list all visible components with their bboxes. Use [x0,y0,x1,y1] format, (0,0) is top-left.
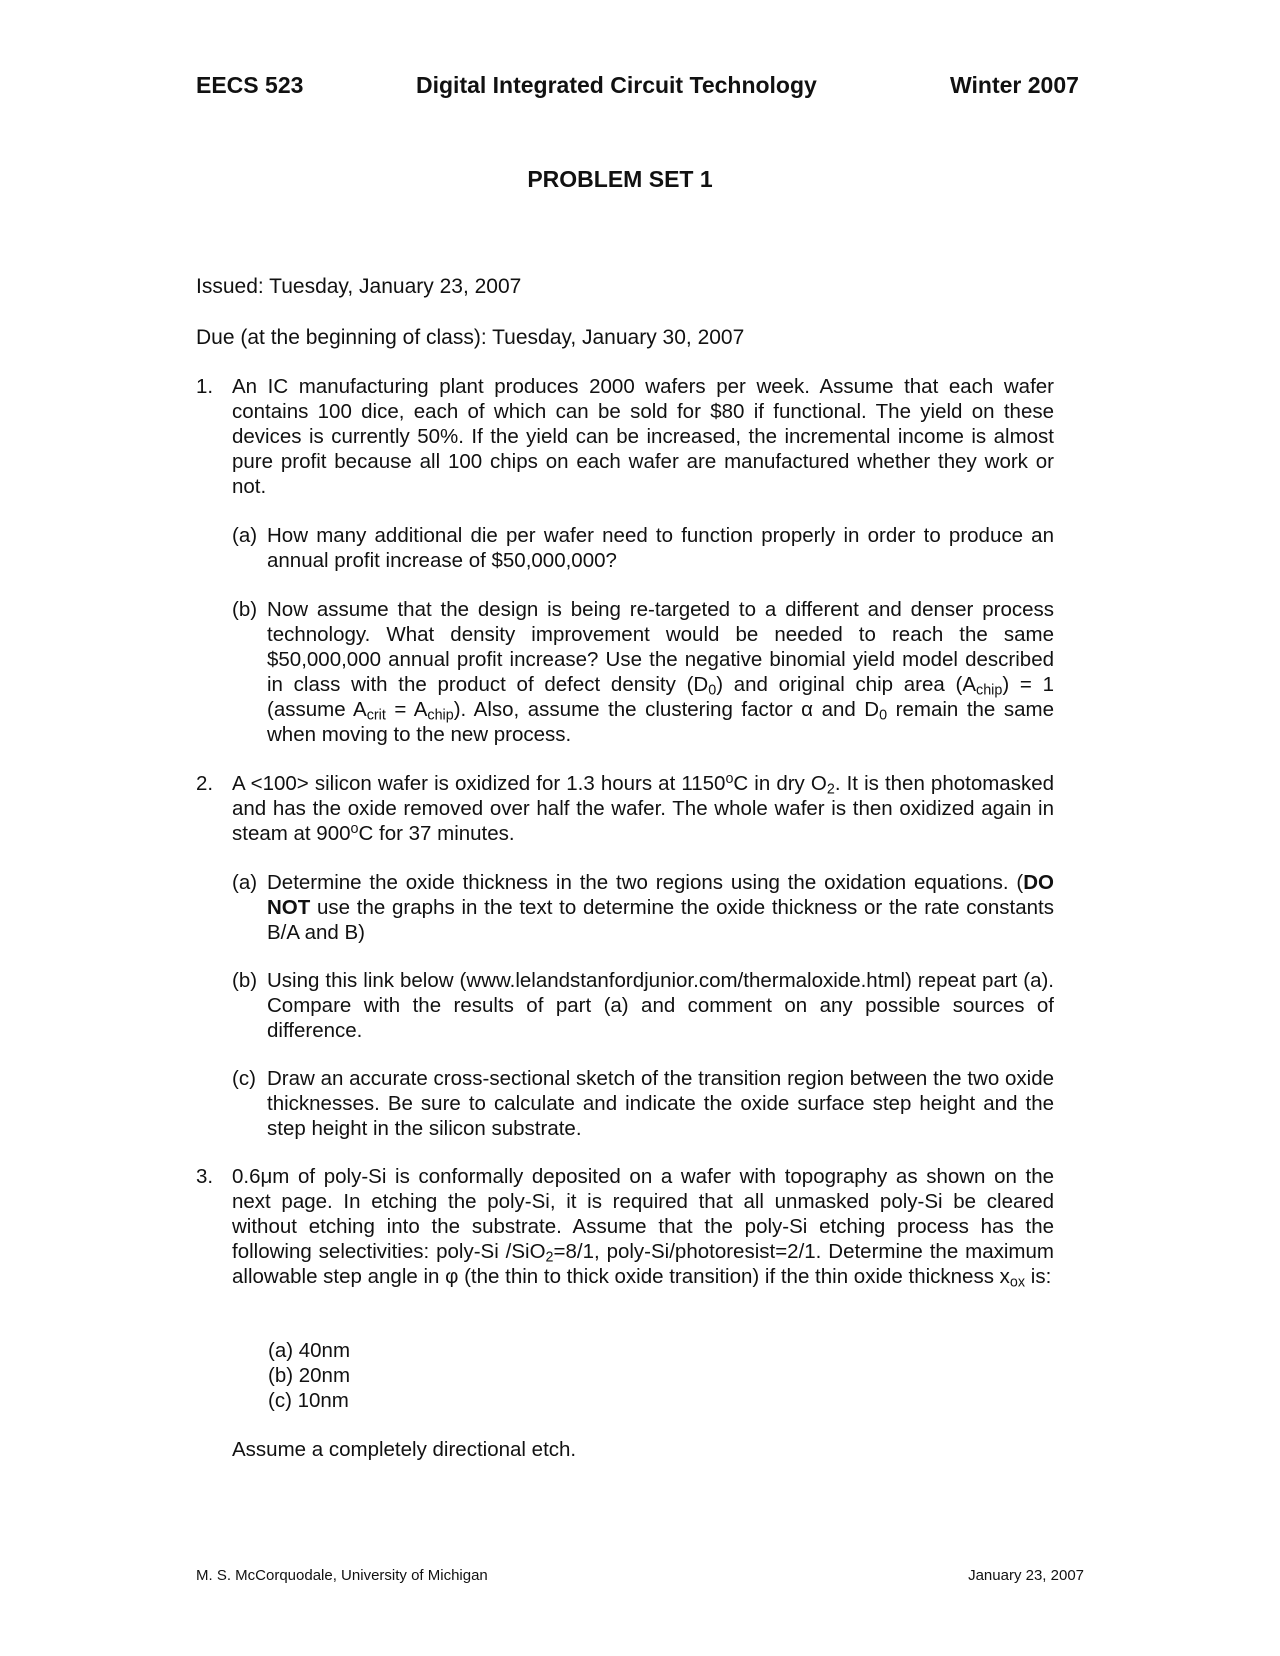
problem-3 [196,1164,1054,1289]
due-date: Due (at the beginning of class): Tuesday, January 30, 2007 [196,326,745,349]
option-c: (c) 10nm [268,1389,349,1412]
part-text: Draw an accurate cross-sectional sketch of the transition region between the two oxide thicknesses. Be sure to calculate and indicate the oxide surface step height and the step height in the silicon substrate. [267,1067,1054,1140]
part-text: Determine the oxide thickness in the two regions using the oxidation equations. (DO NOT use the graphs in the text to determine the oxide thickness or the rate constants B/A and B) [267,871,1054,944]
problem-text: 0.6μm of poly-Si is conformally deposited on a wafer with topography as shown on the next page. In etching the poly-Si, it is required that all unmasked poly-Si be cleared without etching into the substrate. Assume that the poly-Si etching process has the following selectivities: poly-Si /SiO$_2$=8/1, poly-Si/photoresist=2/1. Determine the maximum allowable step angle in φ (the thin to thick oxide transition) if the thin oxide thickness $x_{ox}$ is: [232,1165,1054,1291]
issued-date: Issued: Tuesday, January 23, 2007 [196,275,522,298]
part-text: Using this link below (www.lelandstanfordjunior.com/thermaloxide.html) repeat part (a). Compare with the results of part (a) and comment on any possible sources of difference. [267,969,1054,1042]
problem-text: A <100> silicon wafer is oxidized for 1.3 hours at 1150$^o$C in dry $O_2$. It is then photomasked and has the oxide removed over half the wafer. The whole wafer is then oxidized again in steam at 900$^o$C for 37 minutes. [232,770,1054,845]
footer-author: M. S. McCorquodale, University of Michigan [196,1567,488,1584]
problem-1 [196,374,1054,499]
problem-2b [232,968,1054,1043]
problem-number: 2. [196,772,214,795]
part-label: (b) [232,969,258,992]
footer-date: January 23, 2007 [968,1567,1084,1584]
option-a: (a) 40nm [268,1339,351,1362]
option-list [268,1338,350,1413]
problem-number: 3. [196,1165,214,1188]
problem-1b [232,597,1054,747]
problem-number: 1. [196,375,214,398]
problem-2 [196,771,1054,846]
part-label: (b) [232,598,258,621]
part-label: (a) [232,524,258,547]
problem-1a [232,523,1054,573]
part-text: Now assume that the design is being re-targeted to a different and denser process technology. What density improvement would be needed to reach the same $50,000,000 annual profit increase? Use the negative binomial yield model described in class with the product of defect density $(D_0)$ and original chip area $(A_{chip}) = 1$ (assume $A_{crit} = A_{chip}$). Also, assume the clustering factor α and $D_0$ remain the same when moving to the new process. [267,598,1054,746]
part-label: (a) [232,871,258,894]
course-title: Digital Integrated Circuit Technology [416,72,817,98]
part-label: (c) [232,1067,256,1090]
page-title: PROBLEM SET 1 [527,166,713,192]
option-b: (b) 20nm [268,1364,351,1387]
part-text: How many additional die per wafer need to function properly in order to produce an annual profit increase of $50,000,000? [267,524,1054,572]
problem-2a [232,870,1054,945]
problem-text: An IC manufacturing plant produces 2000 wafers per week. Assume that each wafer contains 100 dice, each of which can be sold for $80 if functional. The yield on these devices is currently 50%. If the yield can be increased, the incremental income is almost pure profit because all 100 chips on each wafer are manufactured whether they work or not. [232,375,1054,498]
problem-2c [232,1066,1054,1141]
problem-3-note: Assume a completely directional etch. [232,1438,577,1461]
course-code: EECS 523 [196,72,304,98]
term: Winter 2007 [950,72,1079,98]
